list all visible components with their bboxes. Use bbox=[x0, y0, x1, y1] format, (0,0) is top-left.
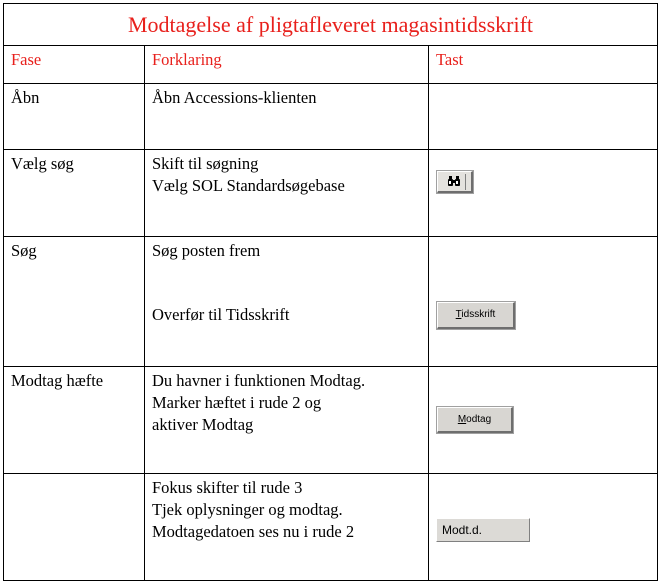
explanation-line: aktiver Modtag bbox=[152, 415, 254, 434]
explanation-line: Søg posten frem bbox=[152, 241, 261, 260]
column-header-tast: Tast bbox=[429, 46, 658, 84]
title-row bbox=[4, 4, 658, 46]
modtag-button[interactable] bbox=[437, 407, 513, 433]
modtagedato-field[interactable]: Modt.d. bbox=[436, 518, 530, 542]
tidsskrift-button-label: Tidsskrift bbox=[455, 309, 496, 320]
explanation-cell bbox=[145, 237, 429, 367]
explanation-line: Overfør til Tidsskrift bbox=[152, 305, 290, 324]
key-cell bbox=[429, 150, 658, 237]
table-row bbox=[4, 150, 658, 237]
phase-cell bbox=[4, 474, 145, 581]
document-title: Modtagelse af pligtafleveret magasintidsskrift bbox=[4, 4, 658, 46]
header-row bbox=[4, 46, 658, 84]
explanation-line: Fokus skifter til rude 3 bbox=[152, 478, 303, 497]
key-cell bbox=[429, 367, 658, 474]
explanation-line: Vælg SOL Standardsøgebase bbox=[152, 176, 345, 195]
table-row bbox=[4, 84, 658, 150]
explanation-line: Du havner i funktionen Modtag. bbox=[152, 371, 366, 390]
phase-cell: Åbn bbox=[4, 84, 145, 150]
explanation-cell bbox=[145, 84, 429, 150]
explanation-cell bbox=[145, 474, 429, 581]
tidsskrift-button[interactable] bbox=[437, 302, 515, 329]
phase-cell: Søg bbox=[4, 237, 145, 367]
explanation-line: Modtagedatoen ses nu i rude 2 bbox=[152, 522, 355, 541]
phase-cell: Vælg søg bbox=[4, 150, 145, 237]
explanation-cell bbox=[145, 150, 429, 237]
procedure-table bbox=[3, 3, 658, 581]
explanation-line: Skift til søgning bbox=[152, 154, 259, 173]
table-row bbox=[4, 367, 658, 474]
explanation-line: Åbn Accessions-klienten bbox=[152, 88, 317, 107]
binoculars-icon bbox=[443, 174, 466, 190]
table-row bbox=[4, 474, 658, 581]
column-header-fase: Fase bbox=[4, 46, 145, 84]
search-binoculars-button[interactable] bbox=[437, 171, 473, 193]
key-cell bbox=[429, 84, 658, 150]
modtag-button-label: Modtag bbox=[457, 413, 492, 425]
key-cell bbox=[429, 237, 658, 367]
column-header-forklaring: Forklaring bbox=[145, 46, 429, 84]
explanation-line: Marker hæftet i rude 2 og bbox=[152, 393, 322, 412]
explanation-cell bbox=[145, 367, 429, 474]
key-cell bbox=[429, 474, 658, 581]
explanation-line: Tjek oplysninger og modtag. bbox=[152, 500, 343, 519]
table-row bbox=[4, 237, 658, 367]
phase-cell: Modtag hæfte bbox=[4, 367, 145, 474]
